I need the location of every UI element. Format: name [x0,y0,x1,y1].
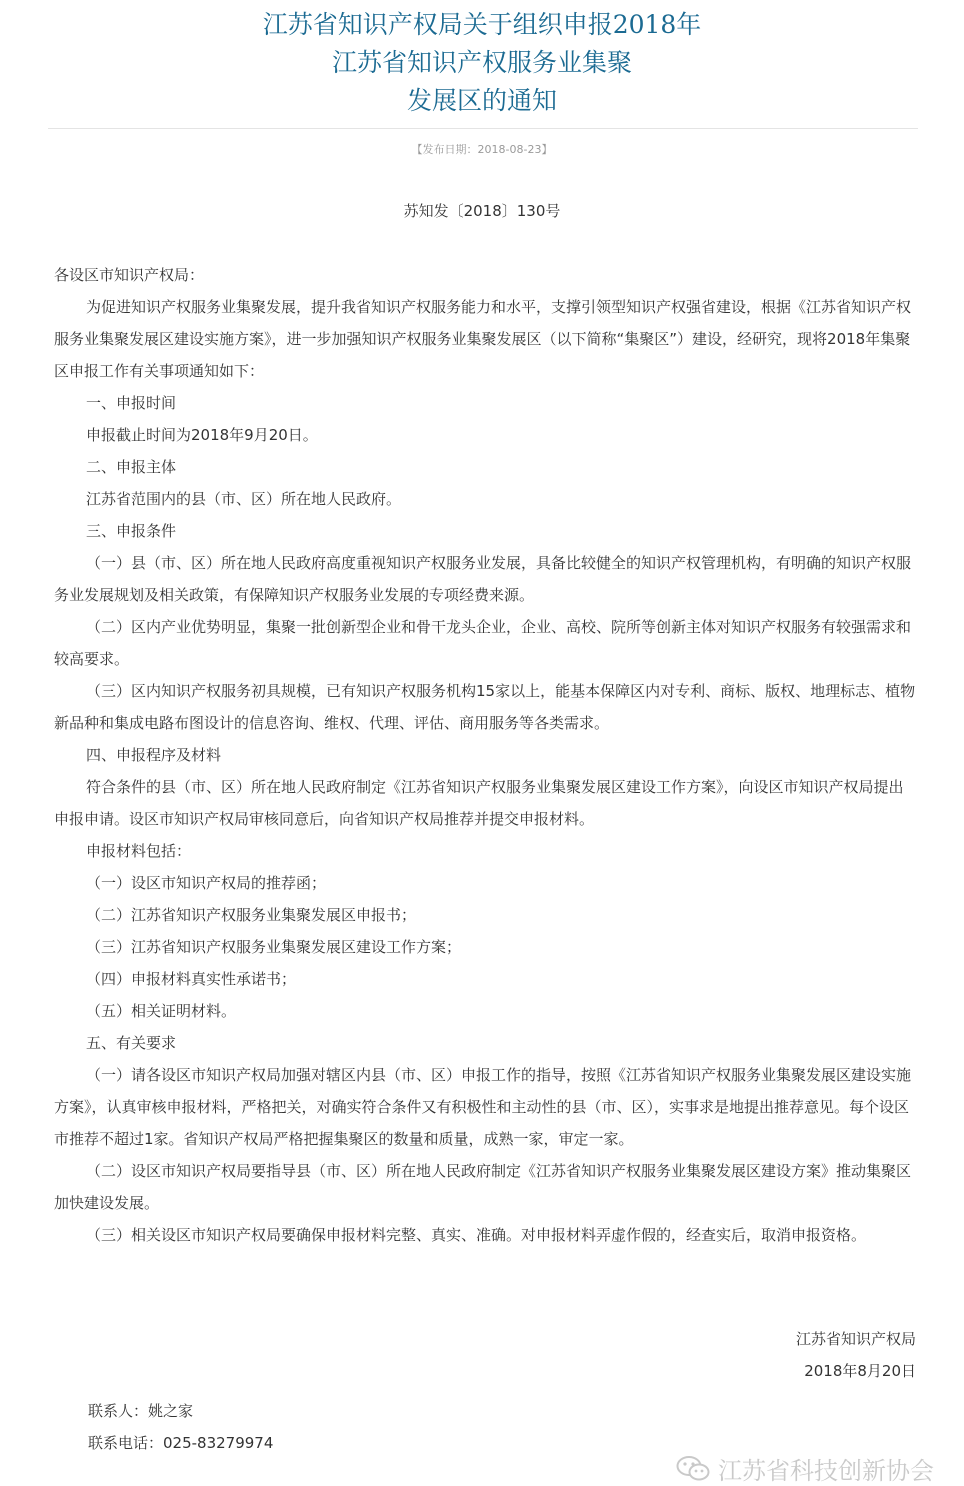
title-line-1: 江苏省知识产权局关于组织申报2018年 [262,10,702,39]
salutation: 各设区市知识产权局： [54,266,205,284]
contact-person: 联系人：姚之家 [88,1402,194,1420]
title-line-2: 江苏省知识产权服务业集聚 [331,48,632,77]
signature-block [796,1323,916,1387]
section-heading-conditions: 三、申报条件 [86,522,177,540]
condition-item: （二）区内产业优势明显，集聚一批创新型企业和骨干龙头企业，企业、高校、院所等创新主体对知识产权服务有较强需求和较高要求。 [54,618,912,668]
document-number: 苏知发〔2018〕130号 [403,202,561,220]
section-heading-requirements: 五、有关要求 [86,1034,177,1052]
section-heading-subject: 二、申报主体 [86,458,177,476]
section-heading-procedure: 四、申报程序及材料 [86,746,222,764]
material-item: （三）江苏省知识产权服务业集聚发展区建设工作方案； [86,938,462,956]
watermark [676,1451,934,1486]
wechat-icon [676,1455,710,1483]
document-title [0,6,964,120]
signature-date: 2018年8月20日 [804,1362,916,1380]
watermark-text: 江苏省科技创新协会 [718,1457,934,1485]
material-item: （一）设区市知识产权局的推荐函； [86,874,327,892]
requirement-item: （二）设区市知识产权局要指导县（市、区）所在地人民政府制定《江苏省知识产权服务业集聚发展区建设方案》推动集聚区加快建设发展。 [54,1162,912,1212]
section-heading-time: 一、申报时间 [86,394,177,412]
section-text-procedure: 符合条件的县（市、区）所在地人民政府制定《江苏省知识产权服务业集聚发展区建设工作方案》，向设区市知识产权局提出申报申请。设区市知识产权局审核同意后，向省知识产权局推荐并提交申报材料。 [54,778,904,828]
intro-paragraph: 为促进知识产权服务业集聚发展，提升我省知识产权服务能力和水平，支撑引领型知识产权强省建设，根据《江苏省知识产权服务业集聚发展区建设实施方案》，进一步加强知识产权服务业集聚发展区（以下简称“集聚区”）建设，经研究，现将2018年集聚区申报工作有关事项通知如下： [54,298,912,380]
material-item: （五）相关证明材料。 [86,1002,237,1020]
title-line-3: 发展区的通知 [406,86,557,115]
document-body [54,259,918,1251]
contact-phone: 联系电话：025-83279974 [88,1434,274,1452]
requirement-item: （三）相关设区市知识产权局要确保申报材料完整、真实、准确。对申报材料弄虚作假的，经查实后，取消申报资格。 [86,1226,867,1244]
section-text-time: 申报截止时间为2018年9月20日。 [86,426,318,444]
title-divider [48,128,918,129]
section-text-subject: 江苏省范围内的县（市、区）所在地人民政府。 [86,490,402,508]
requirement-item: （一）请各设区市知识产权局加强对辖区内县（市、区）申报工作的指导，按照《江苏省知识产权服务业集聚发展区建设实施方案》，认真审核申报材料，严格把关，对确实符合条件又有积极性和主动性的县（市、区），实事求是地提出推荐意见。每个设区市推荐不超过1家。省知识产权局严格把握集聚区的数量和质量，成熟一家，审定一家。 [54,1066,912,1148]
material-item: （二）江苏省知识产权服务业集聚发展区申报书； [86,906,417,924]
materials-label: 申报材料包括： [86,842,192,860]
signature-org: 江苏省知识产权局 [795,1330,916,1348]
contact-block [88,1395,273,1459]
material-item: （四）申报材料真实性承诺书； [86,970,297,988]
publish-date: 【发布日期：2018-08-23】 [411,143,553,156]
condition-item: （一）县（市、区）所在地人民政府高度重视知识产权服务业发展，具备比较健全的知识产权管理机构，有明确的知识产权服务业发展规划及相关政策，有保障知识产权服务业发展的专项经费来源。 [54,554,912,604]
condition-item: （三）区内知识产权服务初具规模，已有知识产权服务机构15家以上，能基本保障区内对专利、商标、版权、地理标志、植物新品种和集成电路布图设计的信息咨询、维权、代理、评估、商用服务等各类需求。 [54,682,916,732]
